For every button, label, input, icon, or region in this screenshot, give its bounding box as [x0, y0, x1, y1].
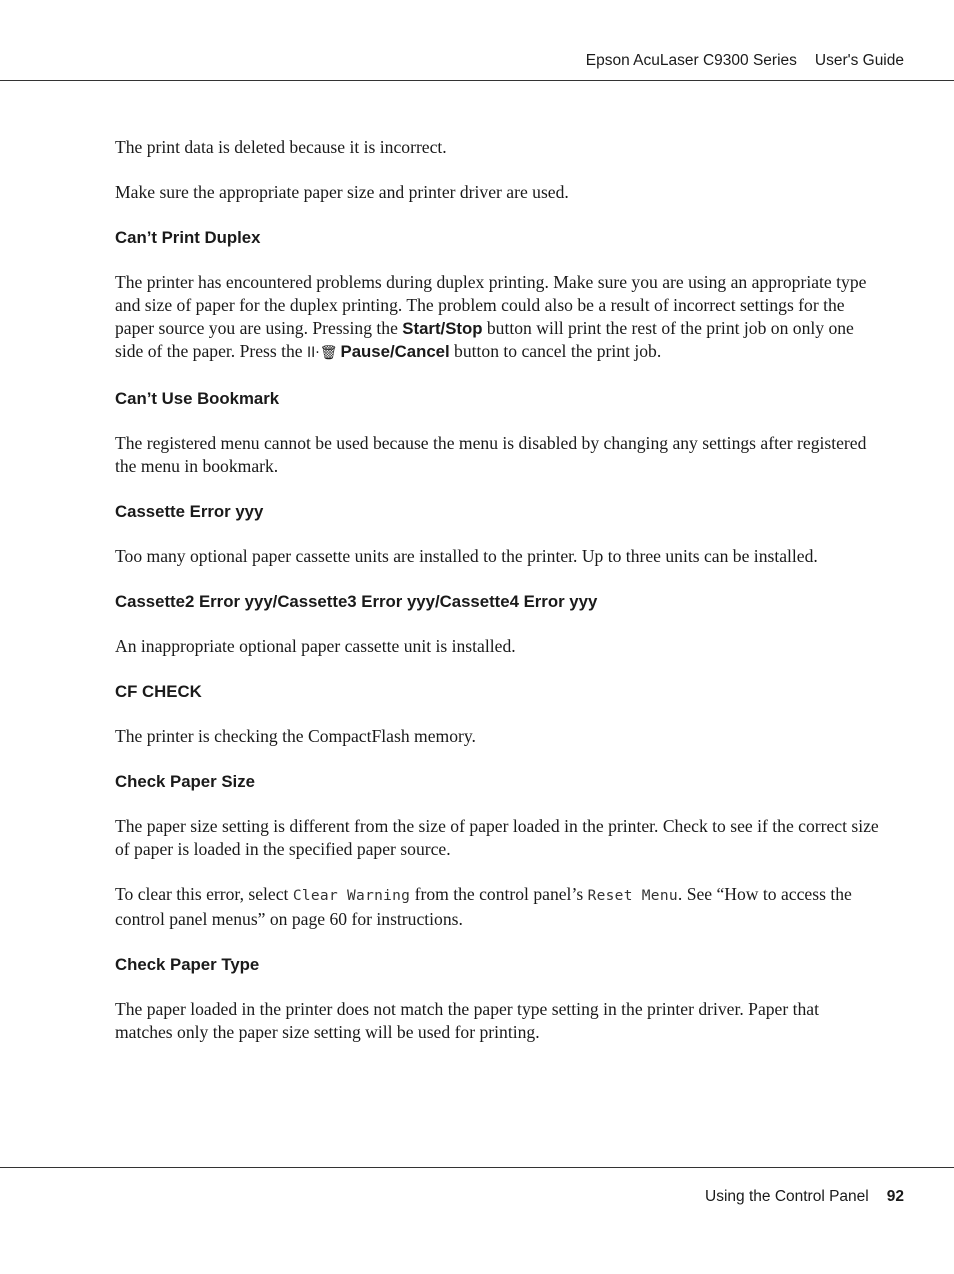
page-content: [115, 136, 879, 1066]
section-heading: Check Paper Size: [115, 772, 255, 791]
pause-cancel-button-label: Pause/Cancel: [340, 342, 450, 361]
section-heading: Can’t Use Bookmark: [115, 389, 280, 408]
lcd-menu-item: Clear Warning: [292, 888, 411, 904]
paragraph: The paper loaded in the printer does not match the paper type setting in the printer driver. Paper that matches only the paper size setting will be used for printing.: [115, 999, 820, 1042]
section-heading: Cassette Error yyy: [115, 502, 264, 521]
footer-section-title: Using the Control Panel: [705, 1188, 869, 1205]
page-header: [586, 52, 904, 70]
text-run: button to cancel the print job.: [449, 341, 662, 361]
paragraph: An inappropriate optional paper cassette unit is installed.: [115, 636, 516, 656]
page-number: 92: [886, 1188, 904, 1205]
section-heading: Cassette2 Error yyy/Cassette3 Error yyy/Cassette4 Error yyy: [115, 592, 598, 611]
paragraph: The printer is checking the CompactFlash memory.: [115, 726, 476, 746]
pause-cancel-icon: II·🗑: [307, 345, 338, 361]
text-run: . See “How to access the control panel menus” on page 60 for instructions.: [115, 884, 852, 929]
header-divider: [0, 80, 954, 81]
start-stop-button-label: Start/Stop: [402, 319, 483, 338]
page-footer: [705, 1188, 904, 1206]
section-heading: CF CHECK: [115, 682, 202, 701]
product-name: Epson AcuLaser C9300 Series: [585, 52, 797, 69]
text-run: button will print the rest of the print job on only one side of the paper. Press the: [115, 318, 854, 361]
guide-name: User's Guide: [814, 52, 904, 69]
text-run: from the control panel’s: [410, 884, 588, 904]
text-run: To clear this error, select: [115, 884, 293, 904]
paragraph: [115, 271, 879, 365]
paragraph: The paper size setting is different from the size of paper loaded in the printer. Check to see if the correct size of paper is loaded in the specified paper source.: [115, 816, 879, 859]
lcd-menu-name: Reset Menu: [587, 888, 678, 904]
paragraph: Too many optional paper cassette units are installed to the printer. Up to three units can be installed.: [115, 546, 818, 566]
section-heading: Check Paper Type: [115, 955, 260, 974]
text-run: The printer has encountered problems during duplex printing. Make sure you are using an appropriate type and size of paper for the duplex printing. The problem could also be a result of incorrect settings for the paper source you are using. Pressing the: [115, 272, 867, 338]
paragraph: Make sure the appropriate paper size and printer driver are used.: [115, 182, 569, 202]
paragraph: The registered menu cannot be used because the menu is disabled by changing any settings after registered the menu in bookmark.: [115, 433, 867, 476]
footer-divider: [0, 1167, 954, 1168]
paragraph: [115, 883, 879, 931]
paragraph: The print data is deleted because it is incorrect.: [115, 137, 447, 157]
section-heading: Can’t Print Duplex: [115, 228, 261, 247]
